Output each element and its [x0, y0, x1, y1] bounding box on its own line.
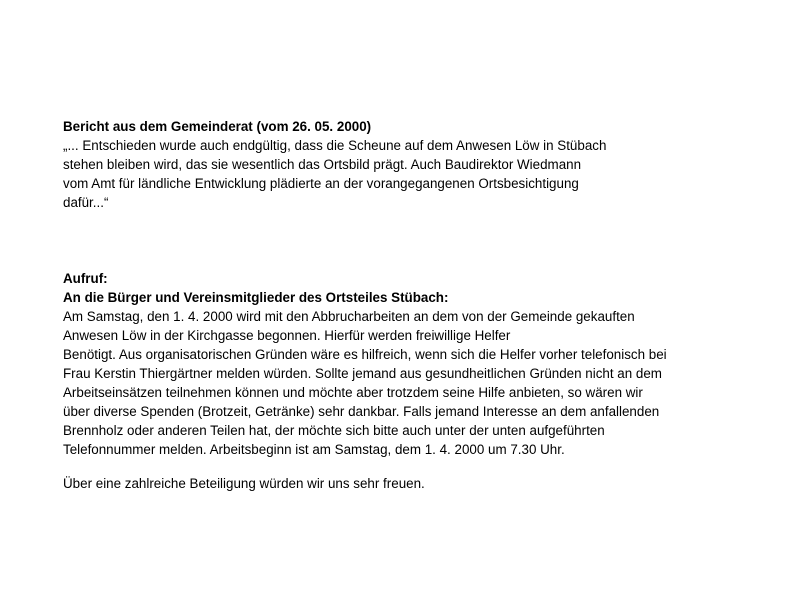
council-report-line: dafür...“ [63, 195, 109, 210]
appeal-section [63, 269, 783, 459]
council-report-section [63, 117, 783, 212]
appeal-line: Frau Kerstin Thiergärtner melden würden. Sollte jemand aus gesundheitlichen Gründen nicht an dem [63, 366, 662, 381]
appeal-heading: Aufruf: [63, 271, 108, 286]
appeal-line: Benötigt. Aus organisatorischen Gründen wäre es hilfreich, wenn sich die Helfer vorher telefonisch bei [63, 347, 667, 362]
closing-section [63, 474, 783, 493]
appeal-line: Telefonnummer melden. Arbeitsbeginn ist am Samstag, dem 1. 4. 2000 um 7.30 Uhr. [63, 442, 565, 457]
appeal-line: Arbeitseinsätzen teilnehmen können und möchte aber trotzdem seine Hilfe anbieten, so wären wir [63, 385, 643, 400]
appeal-line: Am Samstag, den 1. 4. 2000 wird mit den Abbrucharbeiten an dem von der Gemeinde gekauften [63, 309, 635, 324]
appeal-line: Anwesen Löw in der Kirchgasse begonnen. Hierfür werden freiwillige Helfer [63, 328, 511, 343]
council-report-line: vom Amt für ländliche Entwicklung plädierte an der vorangegangenen Ortsbesichtigung [63, 176, 579, 191]
appeal-subheading: An die Bürger und Vereinsmitglieder des Ortsteiles Stübach: [63, 290, 449, 305]
council-report-line: „... Entschieden wurde auch endgültig, dass die Scheune auf dem Anwesen Löw in Stübach [63, 138, 607, 153]
council-report-line: stehen bleiben wird, das sie wesentlich das Ortsbild prägt. Auch Baudirektor Wiedmann [63, 157, 582, 172]
appeal-line: Brennholz oder anderen Teilen hat, der möchte sich bitte auch unter der unten aufgeführten [63, 423, 605, 438]
council-report-heading: Bericht aus dem Gemeinderat (vom 26. 05. 2000) [63, 119, 372, 134]
appeal-line: über diverse Spenden (Brotzeit, Getränke) sehr dankbar. Falls jemand Interesse an dem anfallenden [63, 404, 660, 419]
closing-line: Über eine zahlreiche Beteiligung würden wir uns sehr freuen. [63, 476, 425, 491]
